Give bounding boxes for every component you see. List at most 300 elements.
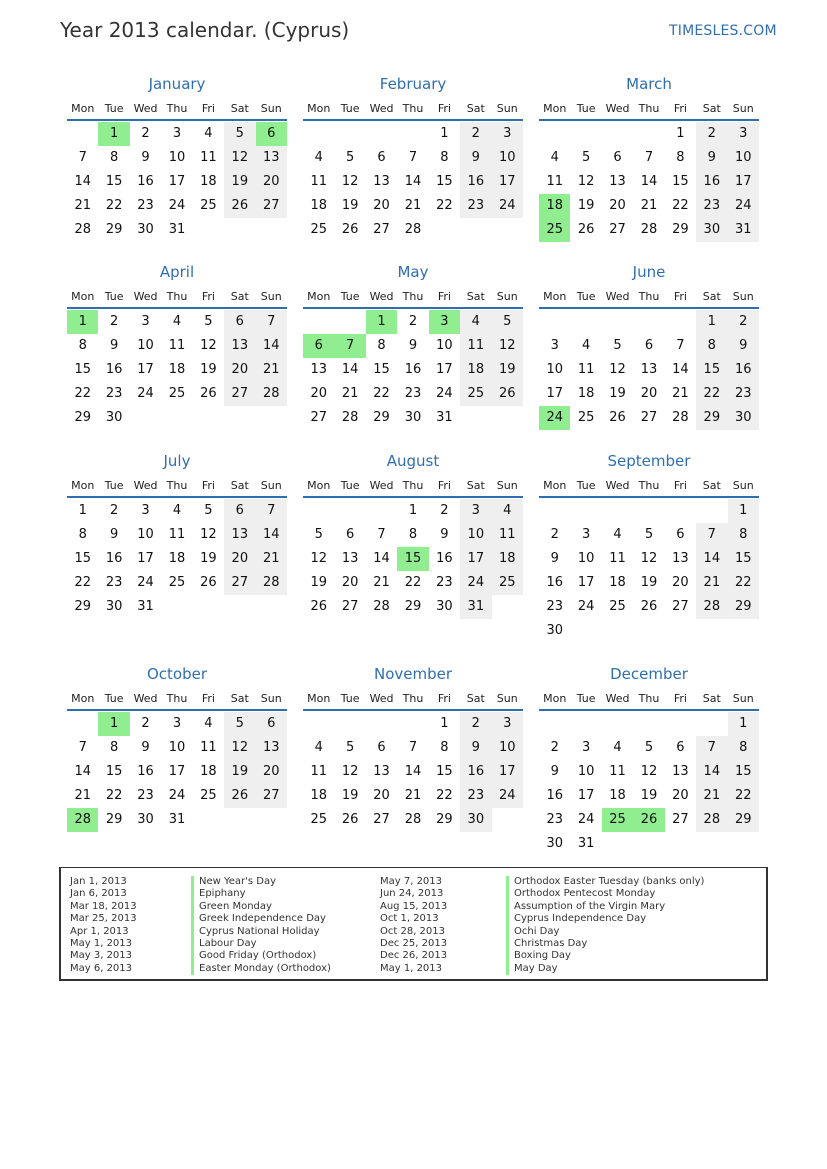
weekday-label: Fri	[437, 479, 451, 492]
day-cell: 25	[577, 410, 595, 425]
empty-cell	[303, 499, 334, 523]
day-cell: 13	[373, 174, 390, 189]
day-cell: 10	[492, 736, 523, 760]
weekday-label: Mon	[71, 692, 95, 705]
holiday-name: Ochi Day	[506, 926, 704, 938]
weekday-label: Sat	[230, 479, 249, 492]
empty-cell	[570, 310, 601, 334]
weekday-label: Mon	[543, 102, 567, 115]
weekday-label: Thu	[638, 102, 660, 115]
day-cell: 21	[74, 198, 91, 213]
empty-cell	[366, 122, 397, 146]
day-cell: 20	[672, 788, 689, 803]
month-november	[303, 662, 523, 832]
holiday-day: 6	[303, 334, 334, 358]
holiday-name: Epiphany	[191, 888, 331, 900]
day-cell: 6	[224, 310, 255, 334]
day-cell: 20	[672, 575, 689, 590]
weekday-label: Wed	[605, 102, 630, 115]
day-cell: 18	[310, 788, 327, 803]
day-cell: 2	[460, 122, 491, 146]
day-cell: 13	[224, 523, 255, 547]
day-cell: 25	[200, 788, 217, 803]
day-cell: 11	[200, 150, 217, 165]
weekday-label: Thu	[166, 102, 188, 115]
day-cell: 11	[460, 334, 491, 358]
weekday-label: Sat	[466, 479, 485, 492]
day-cell: 6	[676, 527, 685, 542]
day-cell: 9	[696, 146, 727, 170]
holiday-name: Green Monday	[191, 901, 331, 913]
day-cell: 12	[492, 334, 523, 358]
weekday-label: Fri	[201, 692, 215, 705]
day-cell: 23	[460, 194, 491, 218]
weekday-label: Mon	[307, 290, 331, 303]
day-cell: 11	[546, 174, 563, 189]
holiday-day: 1	[98, 712, 129, 736]
day-cell: 29	[436, 812, 453, 827]
month-name: October	[146, 665, 208, 683]
day-cell: 31	[168, 812, 186, 827]
day-cell: 27	[256, 784, 287, 808]
day-cell: 19	[492, 358, 523, 382]
month-january	[67, 72, 287, 242]
day-cell: 19	[341, 788, 359, 803]
day-cell: 14	[74, 174, 91, 189]
day-cell: 3	[581, 527, 591, 542]
holiday-day: 25	[602, 808, 633, 832]
day-cell: 9	[141, 150, 150, 165]
day-cell: 21	[404, 198, 422, 213]
day-cell: 23	[404, 386, 422, 401]
day-cell: 26	[200, 386, 217, 401]
holiday-day: 7	[334, 334, 365, 358]
day-cell: 20	[224, 547, 255, 571]
month-july	[67, 449, 287, 619]
weekday-label: Thu	[166, 692, 188, 705]
month-name: August	[386, 452, 440, 470]
day-cell: 13	[672, 551, 689, 566]
day-cell: 10	[460, 523, 491, 547]
weekday-label: Tue	[340, 102, 360, 115]
day-cell: 16	[460, 170, 491, 194]
weekday-label: Mon	[307, 102, 331, 115]
day-cell: 4	[172, 314, 182, 329]
day-cell: 2	[550, 527, 559, 542]
holiday-name: Cyprus National Holiday	[191, 926, 331, 938]
holiday-date: Aug 15, 2013	[380, 900, 448, 912]
day-cell: 14	[404, 764, 422, 779]
weekday-header	[539, 97, 759, 121]
day-cell: 20	[373, 788, 390, 803]
day-cell: 22	[728, 784, 759, 808]
day-cell: 6	[256, 712, 287, 736]
day-cell: 3	[172, 716, 182, 731]
day-cell: 27	[373, 222, 390, 237]
day-cell: 14	[640, 174, 658, 189]
day-cell: 10	[728, 146, 759, 170]
day-cell: 4	[550, 150, 559, 165]
day-cell: 19	[577, 198, 595, 213]
day-cell: 31	[460, 595, 491, 619]
day-cell: 22	[404, 575, 422, 590]
day-cell: 22	[436, 788, 453, 803]
weekday-header	[303, 474, 523, 498]
day-cell: 17	[728, 170, 759, 194]
weekday-label: Mon	[543, 290, 567, 303]
empty-cell	[334, 712, 365, 736]
day-cell: 17	[577, 788, 595, 803]
empty-cell	[539, 499, 570, 523]
month-name: July	[163, 452, 191, 470]
day-cell: 6	[377, 740, 386, 755]
day-cell: 18	[577, 386, 595, 401]
weekday-label: Fri	[437, 102, 451, 115]
day-cell: 30	[137, 222, 154, 237]
day-cell: 15	[74, 551, 91, 566]
day-cell: 20	[310, 386, 327, 401]
weekday-label: Tue	[576, 692, 596, 705]
day-cell: 30	[460, 808, 491, 832]
day-cell: 1	[728, 712, 759, 736]
day-cell: 24	[137, 575, 154, 590]
day-cell: 4	[172, 503, 182, 518]
weekday-label: Sun	[732, 290, 754, 303]
month-september	[539, 449, 759, 643]
day-cell: 31	[168, 222, 186, 237]
weekday-label: Tue	[340, 479, 360, 492]
day-cell: 16	[137, 174, 154, 189]
day-cell: 29	[696, 406, 727, 430]
weekday-label: Thu	[402, 290, 424, 303]
day-cell: 12	[577, 174, 595, 189]
day-cell: 4	[460, 310, 491, 334]
day-cell: 26	[224, 194, 255, 218]
day-cell: 22	[105, 788, 123, 803]
day-cell: 24	[137, 386, 154, 401]
day-cell: 21	[373, 575, 390, 590]
holiday-name: Good Friday (Orthodox)	[191, 950, 331, 962]
day-cell: 30	[137, 812, 154, 827]
day-cell: 10	[137, 338, 154, 353]
day-cell: 16	[546, 788, 563, 803]
holiday-date: May 3, 2013	[70, 950, 133, 962]
weekday-label: Tue	[104, 479, 124, 492]
empty-cell	[696, 712, 727, 736]
holiday-day: 25	[539, 218, 570, 242]
day-cell: 12	[341, 764, 359, 779]
day-cell: 3	[172, 126, 182, 141]
holiday-date: May 1, 2013	[380, 962, 443, 974]
day-cell: 11	[168, 338, 186, 353]
holiday-date: Oct 28, 2013	[380, 925, 445, 937]
day-cell: 24	[168, 198, 186, 213]
day-grid	[539, 498, 759, 643]
weekday-label: Fri	[201, 102, 215, 115]
month-april	[67, 260, 287, 430]
day-cell: 28	[404, 222, 422, 237]
empty-cell	[334, 310, 365, 334]
day-cell: 17	[460, 547, 491, 571]
day-cell: 16	[404, 362, 422, 377]
empty-cell	[665, 712, 696, 736]
day-cell: 30	[404, 410, 422, 425]
weekday-label: Sat	[466, 102, 485, 115]
day-cell: 28	[341, 410, 359, 425]
weekday-label: Thu	[166, 479, 188, 492]
day-cell: 31	[436, 410, 453, 425]
day-grid	[539, 309, 759, 430]
day-cell: 25	[609, 599, 626, 614]
day-cell: 24	[436, 386, 453, 401]
day-cell: 4	[204, 126, 213, 141]
day-cell: 14	[696, 760, 727, 784]
weekday-label: Wed	[369, 692, 394, 705]
holiday-name: Orthodox Pentecost Monday	[506, 888, 704, 900]
weekday-label: Wed	[133, 102, 158, 115]
empty-cell	[570, 712, 601, 736]
day-cell: 3	[460, 499, 491, 523]
day-grid	[303, 121, 523, 242]
legend-dates-left	[70, 876, 137, 975]
weekday-label: Mon	[71, 290, 95, 303]
day-cell: 14	[256, 334, 287, 358]
day-cell: 11	[310, 764, 327, 779]
weekday-label: Sun	[496, 290, 518, 303]
day-cell: 26	[310, 599, 327, 614]
weekday-label: Sun	[260, 102, 282, 115]
day-cell: 15	[436, 174, 453, 189]
weekday-header	[539, 687, 759, 711]
weekday-label: Tue	[104, 290, 124, 303]
day-cell: 12	[310, 551, 327, 566]
day-cell: 18	[168, 551, 186, 566]
weekday-label: Thu	[402, 479, 424, 492]
day-cell: 27	[256, 194, 287, 218]
holiday-day: 18	[539, 194, 570, 218]
holiday-day: 24	[539, 406, 570, 430]
day-cell: 14	[373, 551, 390, 566]
day-cell: 5	[224, 712, 255, 736]
empty-cell	[602, 499, 633, 523]
holiday-legend	[59, 867, 768, 981]
day-cell: 26	[200, 575, 217, 590]
day-cell: 18	[168, 362, 186, 377]
day-cell: 30	[105, 599, 123, 614]
day-cell: 1	[440, 126, 449, 141]
day-cell: 18	[609, 575, 626, 590]
day-cell: 10	[436, 338, 453, 353]
day-cell: 24	[492, 784, 523, 808]
day-cell: 13	[341, 551, 359, 566]
day-cell: 5	[224, 122, 255, 146]
day-grid	[303, 309, 523, 430]
weekday-label: Mon	[307, 479, 331, 492]
weekday-label: Sun	[260, 692, 282, 705]
day-cell: 2	[408, 314, 418, 329]
day-cell: 30	[696, 218, 727, 242]
day-cell: 23	[137, 198, 154, 213]
day-cell: 12	[609, 362, 626, 377]
day-cell: 24	[577, 812, 595, 827]
day-cell: 9	[408, 338, 418, 353]
day-cell: 30	[728, 406, 759, 430]
day-cell: 28	[696, 595, 727, 619]
day-cell: 4	[581, 338, 591, 353]
day-cell: 5	[644, 527, 654, 542]
day-cell: 27	[640, 410, 658, 425]
day-cell: 4	[314, 150, 323, 165]
day-cell: 21	[696, 571, 727, 595]
holiday-name: Boxing Day	[506, 950, 704, 962]
holiday-date: Apr 1, 2013	[70, 925, 129, 937]
empty-cell	[303, 712, 334, 736]
month-february	[303, 72, 523, 242]
weekday-label: Thu	[638, 692, 660, 705]
day-cell: 28	[256, 571, 287, 595]
day-cell: 15	[373, 362, 390, 377]
day-cell: 23	[436, 575, 453, 590]
day-cell: 17	[546, 386, 563, 401]
day-cell: 9	[109, 527, 119, 542]
day-cell: 29	[728, 808, 759, 832]
day-cell: 16	[105, 551, 123, 566]
day-cell: 15	[672, 174, 689, 189]
day-cell: 10	[168, 150, 186, 165]
day-cell: 6	[377, 150, 386, 165]
day-cell: 29	[105, 222, 123, 237]
day-cell: 10	[577, 551, 595, 566]
day-cell: 22	[672, 198, 689, 213]
day-cell: 29	[373, 410, 390, 425]
day-cell: 4	[613, 527, 622, 542]
day-cell: 20	[224, 358, 255, 382]
day-cell: 16	[696, 170, 727, 194]
day-cell: 1	[728, 499, 759, 523]
day-cell: 3	[492, 122, 523, 146]
weekday-label: Sat	[230, 102, 249, 115]
day-cell: 22	[105, 198, 123, 213]
empty-cell	[539, 310, 570, 334]
holiday-day: 28	[67, 808, 98, 832]
day-cell: 13	[224, 334, 255, 358]
day-cell: 8	[377, 338, 386, 353]
day-cell: 7	[408, 150, 418, 165]
holiday-date: Jan 1, 2013	[70, 876, 127, 887]
day-cell: 1	[440, 716, 449, 731]
day-cell: 17	[577, 575, 595, 590]
weekday-label: Sat	[466, 692, 485, 705]
day-cell: 3	[550, 338, 559, 353]
month-october	[67, 662, 287, 832]
day-cell: 12	[224, 736, 255, 760]
holiday-date: Dec 25, 2013	[380, 938, 448, 950]
day-grid	[67, 498, 287, 619]
day-cell: 3	[728, 122, 759, 146]
empty-cell	[696, 499, 727, 523]
weekday-label: Sun	[260, 479, 282, 492]
day-cell: 27	[373, 812, 390, 827]
holiday-name: Labour Day	[191, 938, 331, 950]
day-cell: 22	[74, 386, 91, 401]
day-cell: 31	[728, 218, 759, 242]
day-cell: 8	[728, 523, 759, 547]
weekday-header	[67, 474, 287, 498]
day-cell: 7	[696, 523, 727, 547]
day-cell: 28	[74, 222, 91, 237]
day-cell: 21	[256, 547, 287, 571]
day-cell: 13	[672, 764, 689, 779]
weekday-header	[303, 285, 523, 309]
day-cell: 19	[341, 198, 359, 213]
weekday-label: Mon	[543, 479, 567, 492]
day-grid	[67, 121, 287, 242]
holiday-name: Easter Monday (Orthodox)	[191, 963, 331, 975]
day-cell: 22	[373, 386, 390, 401]
day-cell: 27	[224, 571, 255, 595]
empty-cell	[303, 310, 334, 334]
empty-cell	[570, 499, 601, 523]
day-cell: 19	[640, 788, 658, 803]
day-cell: 16	[137, 764, 154, 779]
day-cell: 17	[168, 764, 186, 779]
day-cell: 22	[696, 382, 727, 406]
holiday-date: Jan 6, 2013	[70, 888, 127, 900]
day-cell: 2	[440, 503, 449, 518]
day-cell: 25	[310, 812, 327, 827]
day-cell: 3	[141, 314, 150, 329]
site-brand-link[interactable]: TIMESLES.COM	[669, 23, 777, 39]
day-cell: 18	[609, 788, 626, 803]
day-cell: 24	[460, 571, 491, 595]
empty-cell	[539, 712, 570, 736]
weekday-label: Wed	[605, 479, 630, 492]
weekday-label: Fri	[437, 692, 451, 705]
day-cell: 23	[137, 788, 154, 803]
weekday-label: Mon	[543, 692, 567, 705]
day-cell: 2	[728, 310, 759, 334]
empty-cell	[334, 122, 365, 146]
holiday-day: 3	[429, 310, 460, 334]
day-cell: 2	[109, 503, 119, 518]
day-cell: 22	[436, 198, 453, 213]
day-cell: 9	[550, 551, 559, 566]
day-cell: 21	[341, 386, 359, 401]
weekday-label: Sun	[732, 692, 754, 705]
empty-cell	[602, 310, 633, 334]
holiday-name: Greek Independence Day	[191, 913, 331, 925]
weekday-label: Sat	[230, 692, 249, 705]
month-name: April	[159, 263, 195, 281]
day-grid	[303, 498, 523, 619]
day-cell: 7	[256, 310, 287, 334]
day-cell: 5	[345, 150, 355, 165]
day-cell: 21	[74, 788, 91, 803]
weekday-label: Sat	[702, 692, 721, 705]
day-cell: 18	[310, 198, 327, 213]
day-cell: 8	[676, 150, 685, 165]
day-cell: 4	[314, 740, 323, 755]
day-cell: 21	[640, 198, 658, 213]
day-cell: 16	[105, 362, 123, 377]
day-cell: 12	[200, 527, 217, 542]
day-cell: 6	[644, 338, 654, 353]
day-cell: 19	[224, 170, 255, 194]
month-march	[539, 72, 759, 242]
month-name: May	[397, 263, 429, 281]
day-cell: 21	[404, 788, 422, 803]
day-cell: 14	[74, 764, 91, 779]
